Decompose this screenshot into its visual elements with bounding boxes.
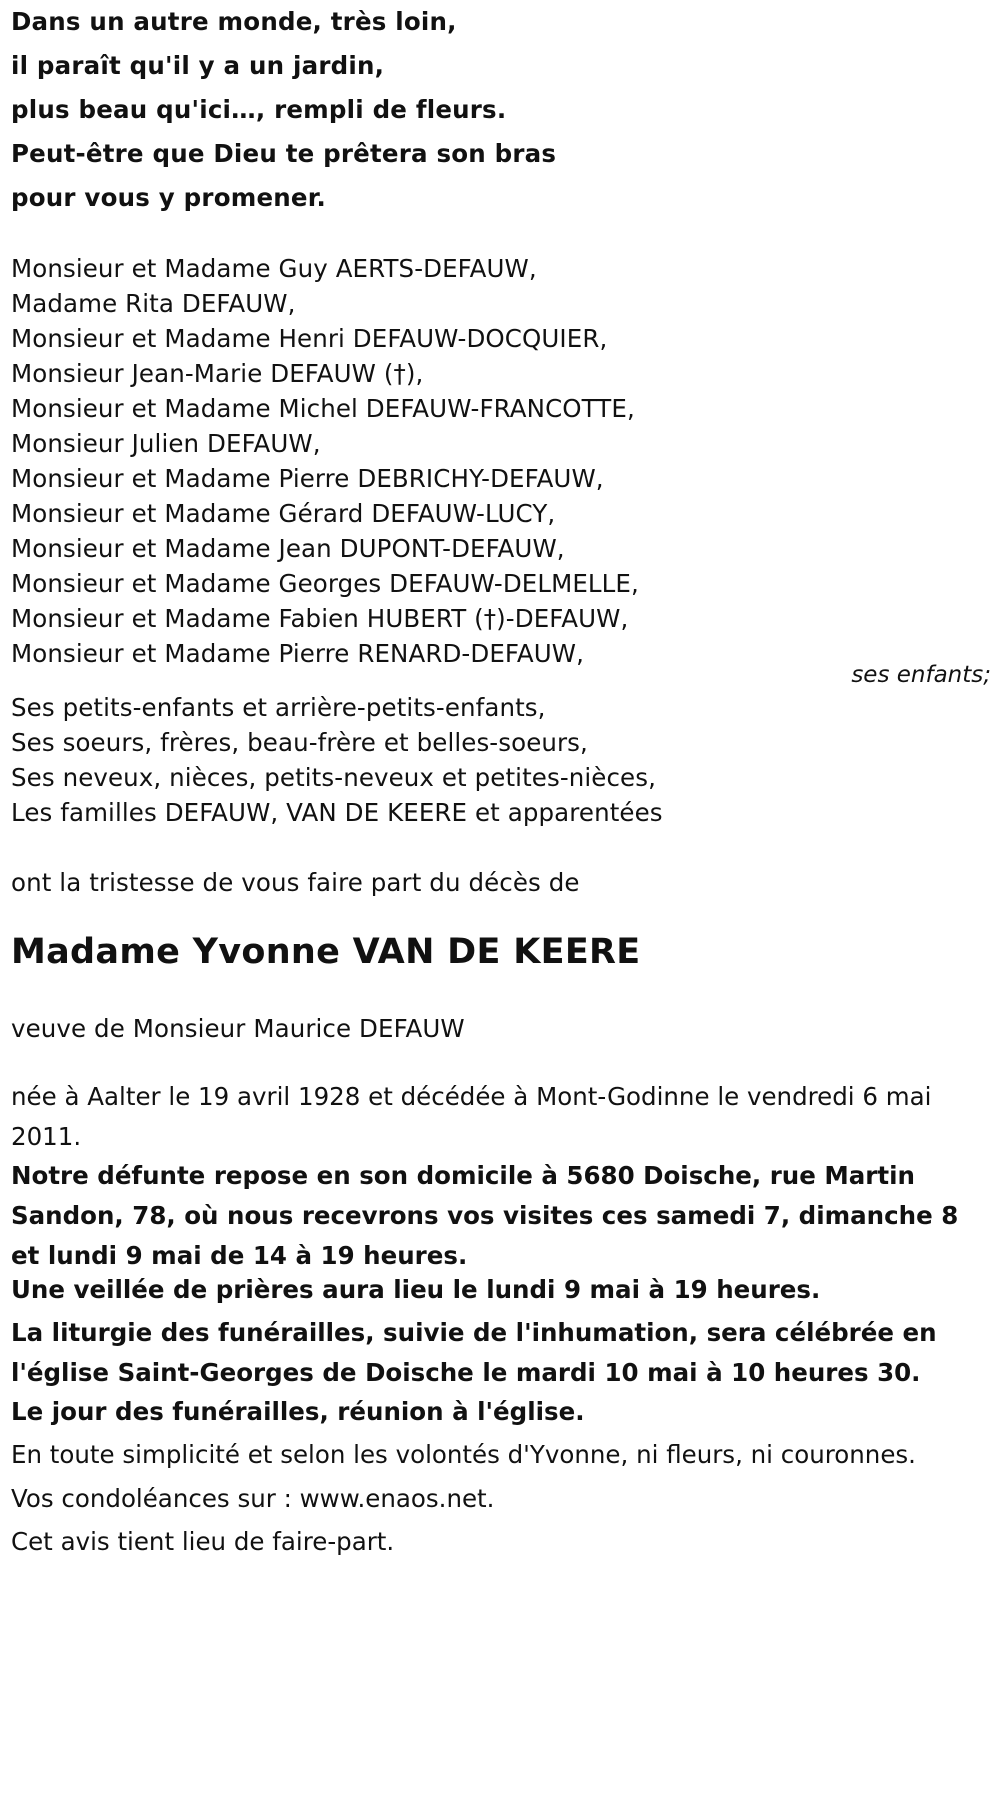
simplicity-note: En toute simplicité et selon les volontés d'Yvonne, ni fleurs, ni couronnes.	[11, 1440, 916, 1469]
relatives-line: Ses soeurs, frères, beau-frère et belles-soeurs,	[11, 728, 588, 757]
meeting-info: Le jour des funérailles, réunion à l'église.	[11, 1397, 585, 1426]
children-label: ses enfants;	[851, 662, 991, 688]
condolences-note: Vos condoléances sur : www.enaos.net.	[11, 1484, 495, 1513]
vigil-info: Une veillée de prières aura lieu le lundi 9 mai à 19 heures.	[11, 1275, 821, 1304]
poem-line-5: pour vous y promener.	[11, 183, 327, 212]
poem-line-3: plus beau qu'ici…, rempli de fleurs.	[11, 95, 507, 124]
liturgy-info: La liturgie des funérailles, suivie de l'inhumation, sera célébrée en l'église Saint-Georges de Doische le mardi 10 mai à 10 heures 30.	[11, 1318, 937, 1387]
child-line: Monsieur et Madame Pierre DEBRICHY-DEFAUW,	[11, 464, 604, 493]
child-line: Monsieur et Madame Michel DEFAUW-FRANCOTTE,	[11, 394, 635, 423]
child-line: Monsieur Jean-Marie DEFAUW (†),	[11, 359, 424, 388]
child-line: Monsieur et Madame Georges DEFAUW-DELMELLE,	[11, 569, 639, 598]
relatives-line: Les familles DEFAUW, VAN DE KEERE et apparentées	[11, 798, 663, 827]
child-line: Monsieur et Madame Guy AERTS-DEFAUW,	[11, 254, 537, 283]
child-line: Monsieur et Madame Pierre RENARD-DEFAUW,	[11, 639, 584, 668]
poem-line-2: il paraît qu'il y a un jardin,	[11, 51, 385, 80]
poem-line-4: Peut-être que Dieu te prêtera son bras	[11, 139, 557, 168]
child-line: Monsieur et Madame Gérard DEFAUW-LUCY,	[11, 499, 556, 528]
child-line: Madame Rita DEFAUW,	[11, 289, 296, 318]
deceased-name: Madame Yvonne VAN DE KEERE	[11, 932, 641, 972]
child-line: Monsieur et Madame Jean DUPONT-DEFAUW,	[11, 534, 565, 563]
child-line: Monsieur Julien DEFAUW,	[11, 429, 321, 458]
child-line: Monsieur et Madame Henri DEFAUW-DOCQUIER,	[11, 324, 608, 353]
relatives-line: Ses neveux, nièces, petits-neveux et petites-nièces,	[11, 763, 656, 792]
relatives-line: Ses petits-enfants et arrière-petits-enfants,	[11, 693, 546, 722]
birth-death-info: née à Aalter le 19 avril 1928 et décédée à Mont-Godinne le vendredi 6 mai 2011.	[11, 1082, 932, 1151]
notice-note: Cet avis tient lieu de faire-part.	[11, 1527, 395, 1556]
child-line: Monsieur et Madame Fabien HUBERT (†)-DEFAUW,	[11, 604, 629, 633]
announcement: ont la tristesse de vous faire part du décès de	[11, 868, 580, 897]
repose-info: Notre défunte repose en son domicile à 5680 Doische, rue Martin Sandon, 78, où nous recevrons vos visites ces samedi 7, dimanche 8 et lundi 9 mai de 14 à 19 heures.	[11, 1161, 959, 1270]
widow-of: veuve de Monsieur Maurice DEFAUW	[11, 1014, 465, 1043]
poem-line-1: Dans un autre monde, très loin,	[11, 7, 457, 36]
